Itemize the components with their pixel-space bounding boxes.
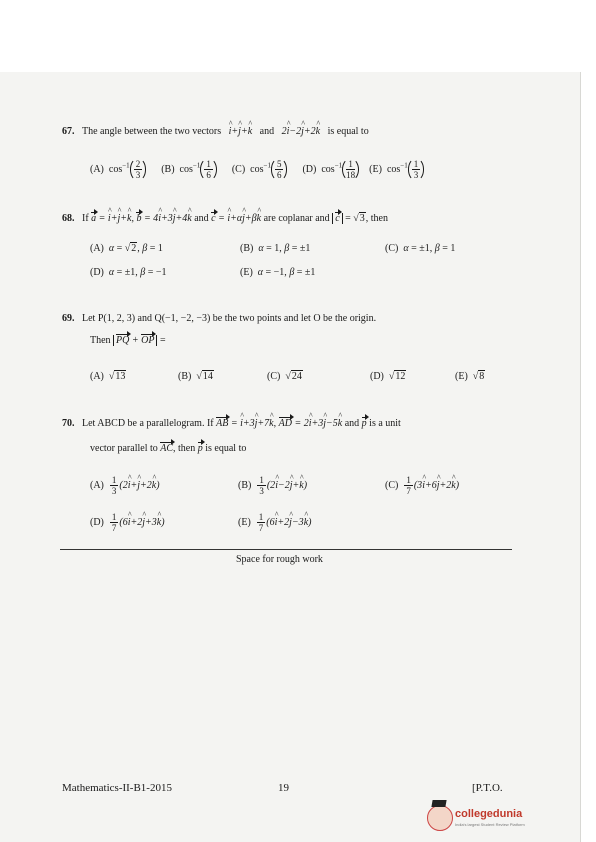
question-70-line2: vector parallel to AC, then p is equal to — [90, 443, 247, 454]
question-number: 68. — [62, 213, 75, 224]
option-d: (D) $\frac{1}{7}$ (6i ^+2j ^+3k ^) — [90, 512, 165, 533]
logo-tagline: India's largest Student Review Platform — [455, 822, 525, 827]
footer-pto: [P.T.O. — [472, 782, 503, 794]
question-68: 68. If a = i ^+j ^+k ^, b = 4i ^+3j ^+4k ^ and c = i ^+αj ^+βk ^ are coplanar and c = √3, then — [62, 212, 388, 225]
option-b: (B) $\frac{1}{3}$ (2i ^−2j ^+k ^) — [238, 475, 307, 496]
rough-work-divider — [60, 549, 512, 550]
option-b: (B) √14 — [178, 371, 213, 382]
option-c: (C) α = ±1, β = 1 — [385, 243, 456, 254]
logo-name: collegedunia — [455, 808, 523, 820]
option-a: (A) α = √2, β = 1 — [90, 243, 163, 254]
question-number: 67. — [62, 126, 75, 137]
footer-page-number: 19 — [278, 782, 289, 794]
option-c: (C) $\cos^{-1}$ $\frac{5}{6}$ — [232, 164, 290, 175]
question-number: 70. — [62, 418, 75, 429]
question-69: 69. Let P(1, 2, 3) and Q(−1, −2, −3) be the two points and let O be the origin. — [62, 313, 377, 324]
option-e: (E) √8 — [455, 371, 485, 382]
option-a: (A) $\cos^{-1}$ $\frac{2}{3}$ — [90, 164, 149, 175]
option-c: (C) √24 — [267, 371, 302, 382]
option-b: (B) $\cos^{-1}$ $\frac{1}{6}$ — [161, 164, 219, 175]
question-69-line2: Then PQ + OP = — [90, 335, 166, 346]
option-d: (D) α = ±1, β = −1 — [90, 267, 167, 278]
exam-page — [0, 72, 581, 842]
option-d: (D) √12 — [370, 371, 406, 382]
option-d: (D) $\cos^{-1}$ $\frac{1}{18}$ — [302, 164, 361, 175]
option-a: (A) √13 — [90, 371, 126, 382]
option-e: (E) $\cos^{-1}$ $\frac{1}{3}$ — [369, 164, 424, 175]
rough-work-label: Space for rough work — [236, 554, 323, 565]
graduation-cap-icon — [431, 800, 446, 807]
option-b: (B) α = 1, β = ±1 — [240, 243, 311, 254]
question-text: The angle between the two vectors — [82, 126, 222, 137]
question-70: 70. Let ABCD be a parallelogram. If AB = i ^+3j ^+7k ^, AD = 2i ^+3j ^−5k ^ and p is a unit — [62, 417, 401, 430]
option-a: (A) $\frac{1}{3}$ (2i ^+j ^+2k ^) — [90, 475, 160, 496]
option-c: (C) $\frac{1}{7}$ (3i ^+6j ^+2k ^) — [385, 475, 459, 496]
option-e: (E) α = −1, β = ±1 — [240, 267, 316, 278]
option-e: (E) $\frac{1}{7}$ (6i ^+2j ^−3k ^) — [238, 512, 311, 533]
logo-avatar-icon — [427, 805, 453, 831]
question-67-options — [90, 158, 424, 181]
question-67: 67. The angle between the two vectors i ^+j ^+k ^ and 2i ^−2j ^+2k ^ is equal to — [62, 125, 369, 138]
question-number: 69. — [62, 313, 75, 324]
footer-subject: Mathematics-II-B1-2015 — [62, 782, 172, 794]
